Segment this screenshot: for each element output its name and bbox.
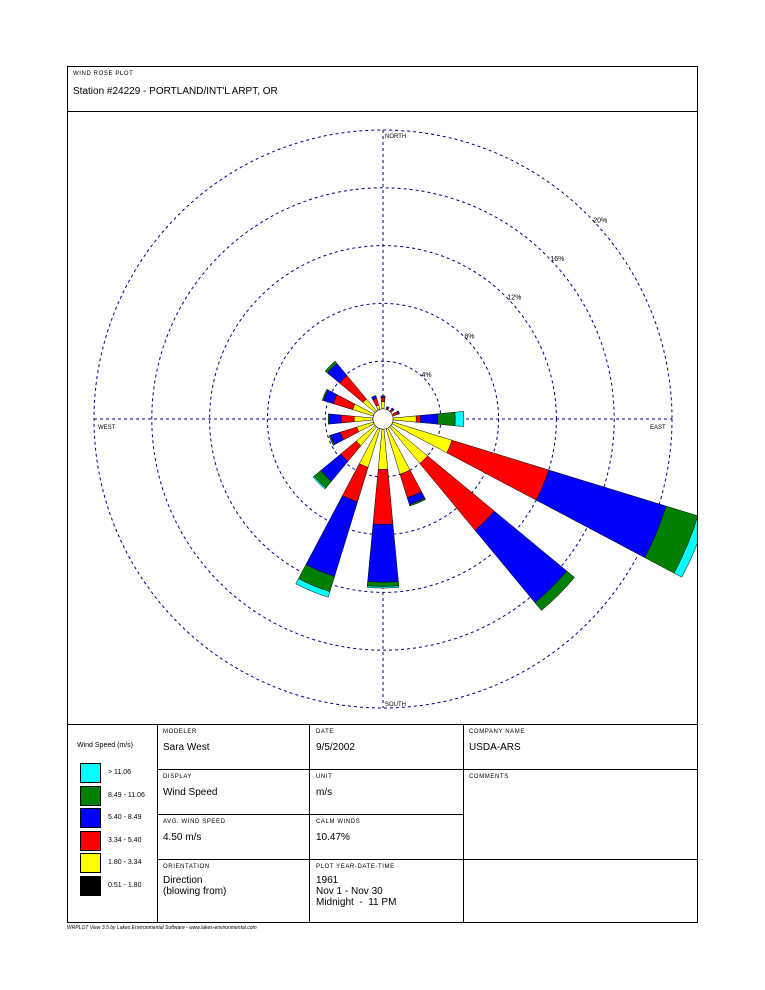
petal-segment <box>306 496 358 577</box>
date-value: 9/5/2002 <box>316 742 355 753</box>
legend-label: 5.40 - 8.49 <box>108 814 142 822</box>
petal-segment <box>455 411 464 426</box>
petal-segment <box>342 464 368 502</box>
compass-east: EAST <box>650 425 666 431</box>
petal-segment <box>333 395 355 410</box>
petal-segment <box>420 414 438 424</box>
petal-segment <box>381 396 385 398</box>
legend-swatch <box>80 808 101 828</box>
petal-segment <box>381 397 385 401</box>
legend-label: > 11.06 <box>108 769 132 776</box>
petal-segment <box>378 429 388 470</box>
modeler-label: MODELER <box>163 729 197 735</box>
legend-swatch <box>80 786 101 806</box>
calm-winds-label: CALM WINDS <box>316 819 361 825</box>
petal-segment <box>367 582 399 587</box>
ring-label: 8% <box>464 333 475 341</box>
orientation-value: Direction (blowing from) <box>163 875 227 897</box>
software-credit: WRPLOT View 3.5 by Lakes Environmental Software - www.lakes-environmental.com <box>67 925 257 931</box>
avg-speed-value: 4.50 m/s <box>163 832 202 843</box>
legend-swatch <box>80 831 101 851</box>
petal-segment <box>328 414 330 424</box>
legend-swatch <box>80 853 101 873</box>
unit-label: UNIT <box>316 774 333 780</box>
company-value: USDA-ARS <box>469 742 521 753</box>
petal-segment <box>416 415 420 422</box>
legend-label: 0.51 - 1.80 <box>108 882 142 889</box>
ring-label: 16% <box>550 255 565 263</box>
ring-label: 20% <box>593 217 608 225</box>
compass-south: SOUTH <box>385 702 406 708</box>
station-title: Station #24229 - PORTLAND/INT'L ARPT, OR <box>73 86 278 97</box>
wind-rose-chart <box>68 112 697 724</box>
legend-title: Wind Speed (m/s) <box>77 742 134 749</box>
display-value: Wind Speed <box>163 787 218 798</box>
legend-label: 3.34 - 5.40 <box>108 836 142 844</box>
legend-swatch <box>80 763 101 783</box>
plot-time-value: 1961 Nov 1 - Nov 30 Midnight - 11 PM <box>316 875 397 908</box>
petal-segment <box>381 402 384 409</box>
calm-circle <box>373 409 393 429</box>
petal-segment <box>341 415 354 423</box>
plot-time-label: PLOT YEAR-DATE-TIME <box>316 864 395 870</box>
petal-segment <box>438 412 456 426</box>
calm-winds-value: 10.47% <box>316 832 350 843</box>
legend-label: 1.80 - 3.34 <box>108 859 142 867</box>
comments-label: COMMENTS <box>469 774 509 780</box>
petal-segment <box>368 524 399 582</box>
plot-type-label: WIND ROSE PLOT <box>73 71 134 77</box>
modeler-value: Sara West <box>163 742 210 753</box>
unit-value: m/s <box>316 787 333 798</box>
legend-label: 8.49 - 11.06 <box>108 791 145 799</box>
legend-swatch <box>80 876 101 896</box>
ring-label: 12% <box>507 294 522 302</box>
compass-west: WEST <box>98 425 116 431</box>
petal-segment <box>393 416 416 422</box>
petal-segment <box>330 414 342 424</box>
orientation-label: ORIENTATION <box>163 864 210 870</box>
display-label: DISPLAY <box>163 774 193 780</box>
petal-segment <box>340 427 359 440</box>
compass-north: NORTH <box>385 134 407 140</box>
date-label: DATE <box>316 729 334 735</box>
ring-label: 4% <box>421 371 432 379</box>
petal-segment <box>354 416 373 421</box>
petal-segment <box>373 469 393 524</box>
avg-speed-label: AVG. WIND SPEED <box>163 819 226 825</box>
company-label: COMPANY NAME <box>469 729 525 735</box>
petal-segment <box>536 470 666 558</box>
